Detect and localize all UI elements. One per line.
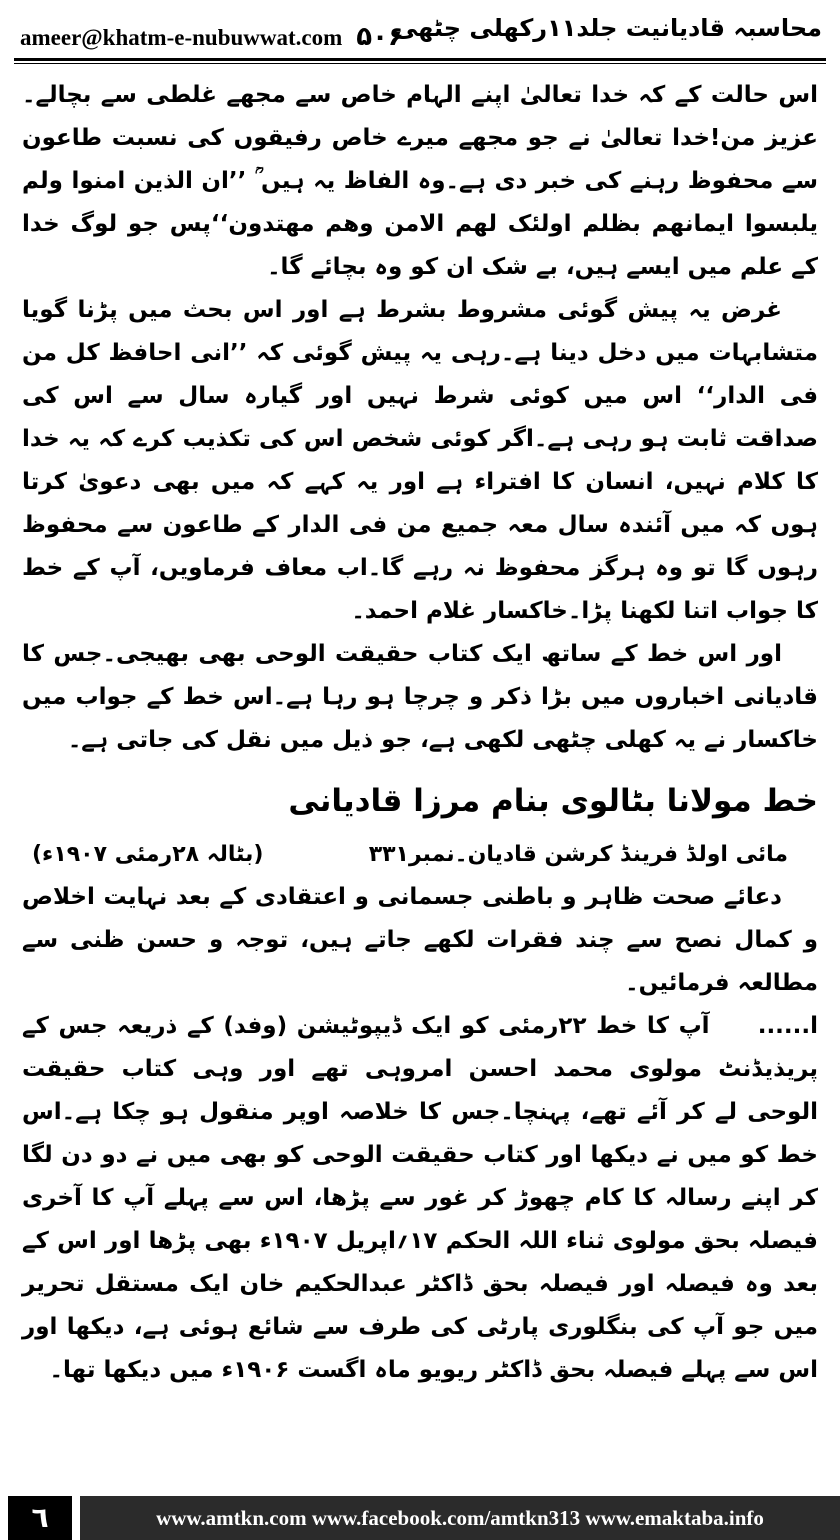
paragraph-3: اور اس خط کے ساتھ ایک کتاب حقیقت الوحی بھی بھیجی۔جس کا قادیانی اخباروں میں بڑا ذکر و چرچا ہو رہا ہے۔اس خط کے جواب میں خاکسار نے یہ کھلی چٹھی لکھی ہے، جو ذیل میں نقل کی جاتی ہے۔ <box>22 641 818 753</box>
page-body <box>22 74 818 1392</box>
header-email: ameer@khatm-e-nubuwwat.com <box>20 25 343 50</box>
item-1-text: آپ کا خط ۲۲رمئی کو ایک ڈیپوٹیشن (وفد) کے ذریعہ جس کے پریذیڈنٹ مولوی محمد احسن امروہی تھے اور وہی کتاب حقیقت الوحی لے کر آئے تھے، پہنچا۔جس کا خلاصہ اوپر منقول ہو چکا ہے۔اس خط کو میں نے دیکھا اور کتاب حقیقت الوحی کو بھی میں نے دو دن لگا کر اپنے رسالہ کا کام چھوڑ کر غور سے پڑھا، اس سے پہلے آپ کا آخری فیصلہ بحق مولوی ثناء اللہ الحکم ۱۷؍اپریل ۱۹۰۷ء بھی پڑھا اور اس کے بعد وہ فیصلہ اور فیصلہ بحق ڈاکٹر عبدالحکیم خان ایک مستقل تحریر میں جو آپ کی بنگلوری پارٹی کی طرف سے شائع ہوئی ہے، دیکھا اور اس سے پہلے فیصلہ بحق ڈاکٹر ریویو ماہ اگست ۱۹۰۶ء میں دیکھا تھا۔ <box>22 1013 818 1383</box>
item-marker: ا...... <box>757 1013 819 1039</box>
paragraph-1: اس حالت کے کہ خدا تعالیٰ اپنے الہام خاص سے مجھے غلطی سے بچالے۔عزیز من!خدا تعالیٰ نے جو مجھے میرے خاص رفیقوں کی نسبت طاعون سے محفوظ رہنے کی خبر دی ہے۔وہ الفاظ یہ ہیں ؒ ’’ان الذین امنوا ولم یلبسوا ایمانھم بظلم اولئک لھم الامن وھم مھتدون‘‘پس جو لوگ خدا کے علم میں ایسے ہیں، بے شک ان کو وہ بچائے گا۔ <box>22 82 818 280</box>
footer-links: www.amtkn.com www.facebook.com/amtkn313 www.emaktaba.info <box>80 1496 840 1540</box>
header-left <box>20 22 404 52</box>
letter-date: (بٹالہ ۲۸رمئی ۱۹۰۷ء) <box>32 842 264 867</box>
letter-reference-line <box>22 834 818 876</box>
letter-greeting: دعائے صحت ظاہر و باطنی جسمانی و اعتقادی کے بعد نہایت اخلاص و کمال نصح سے چند فقرات لکھے جاتے ہیں، توجہ و حسن ظنی سے مطالعہ فرمائیں۔ <box>22 884 818 996</box>
page-footer <box>0 1488 840 1540</box>
header-rule-thin <box>14 63 826 64</box>
letter-title: خط مولانا بٹالوی بنام مرزا قادیانی <box>288 783 818 819</box>
letter-item-1 <box>22 1005 818 1392</box>
paragraph-2: غرض یہ پیش گوئی مشروط بشرط ہے اور اس بحث میں پڑنا گویا متشابہات میں دخل دینا ہے۔رہی یہ پیش گوئی کہ ’’انی احافظ کل من فی الدار‘‘ اس میں کوئی شرط نہیں اور گیارہ سال سے اس کی صداقت ثابت ہو رہی ہے۔اگر کوئی شخص اس کی تکذیب کرے کہ یہ خدا کا کلام نہیں، انسان کا افتراء ہے اور یہ کہے کہ میں بھی دعویٰ کرتا ہوں کہ میں آئندہ سال معہ جمیع من فی الدار کے طاعون سے محفوظ رہوں گا تو وہ ہرگز محفوظ نہ رہے گا۔اب معاف فرماویں، آپ کے خط کا جواب اتنا لکھنا پڑا۔خاکسار غلام احمد۔ <box>22 297 818 624</box>
footer-page-number: ٦ <box>8 1496 72 1540</box>
letter-reference: مائی اولڈ فرینڈ کرشن قادیان۔نمبر۳۳۱ <box>368 842 788 867</box>
header-book-title: محاسبہ قادیانیت جلد۱۱رکھلی چٹھی <box>393 14 822 42</box>
header-page-number: ۵۰۶ <box>356 22 404 52</box>
page-header <box>14 8 826 56</box>
header-rule-thick <box>14 58 826 61</box>
